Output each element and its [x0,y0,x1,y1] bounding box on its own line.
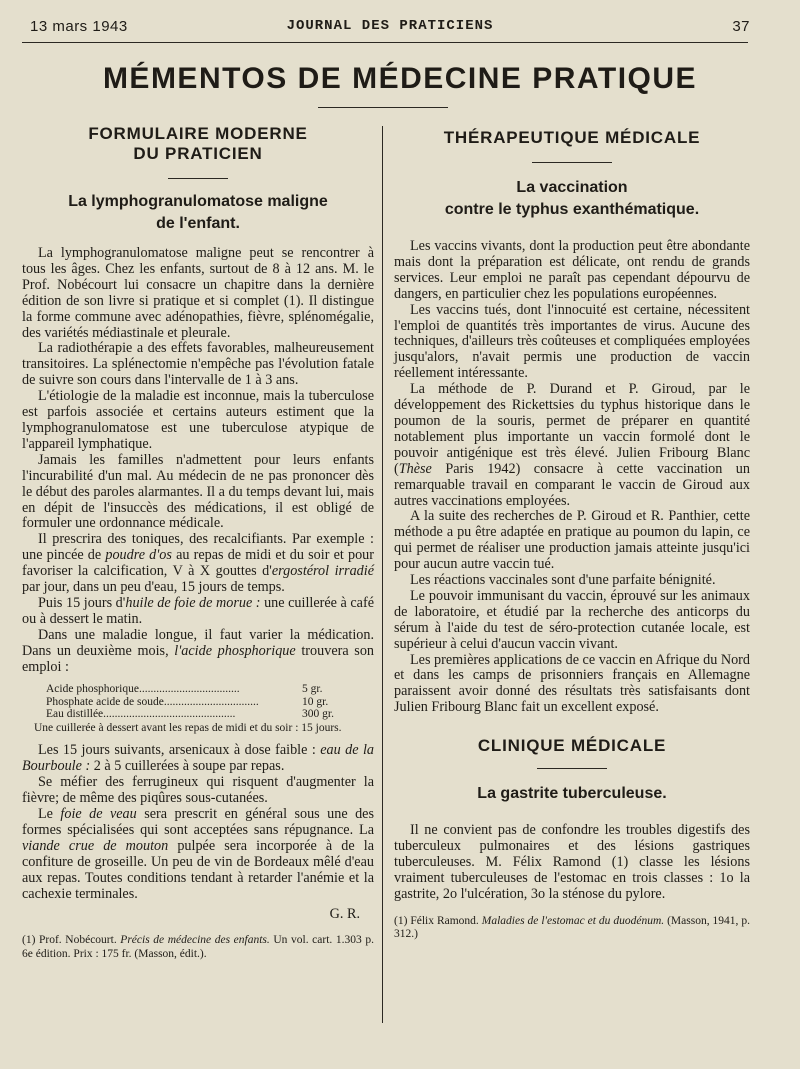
paragraph [394,382,750,509]
paragraph [22,807,374,902]
emphasis: poudre d'os [105,547,172,564]
emphasis: foie de veau [60,806,137,823]
prescription-row [22,708,374,721]
issue-date: 13 mars 1943 [30,18,128,35]
text-run: Un vol. cart. 1.303 p. 6e édition. Prix : 175 fr. (Masson, édit.). [22,934,374,960]
emphasis: ergostérol irradié [271,563,375,580]
running-header [30,16,750,40]
text-run: Les 15 jours suivants, arsenicaux à dose faible : [38,742,321,759]
ingredient-name: Eau distillée [46,708,104,721]
emphasis: huile de foie de morue : [125,594,261,611]
footnote [22,934,374,961]
section-rule [168,178,228,179]
article-title-line-1: La lymphogranulomatose maligne [68,193,328,210]
ingredient-name: Acide phosphorique [46,683,139,696]
article-title-gastrite: La gastrite tuberculeuse. [477,785,667,803]
left-column [22,120,374,961]
paragraph: Les premières applications de ce vaccin en Afrique du Nord et dans les camps de prisonniers français en Allemagne paraissent avoir donné des résultats très satisfaisants dont Julien Fribourg Blanc fait un excellent exposé. [394,651,750,716]
header-rule [22,42,748,43]
text-run: pulpée sera incorporée à de la confiture de groseille. Un peu de vin de Bordeaux mêlé d'eau aux repas. Toutes conditions tendant à retarder l'anémie et la cachexie terminales. [22,837,375,902]
text-run: Puis 15 jours d' [38,594,126,611]
author-signature: G. R. [329,905,360,922]
section-rule [537,768,607,769]
footnote [394,915,750,942]
text-run: une cuillerée à café ou à dessert le matin. [22,594,374,627]
section-title-line-1: FORMULAIRE MODERNE [88,124,308,143]
paragraph [22,743,374,775]
column-divider [382,126,383,1023]
text-run: (Masson, 1941, p. 312.) [394,914,750,941]
article-title-vaccination [394,177,750,221]
paragraph: Le pouvoir immunisant du vaccin, éprouvé sur les animaux de laboratoire, et étudié par la recherche des anticorps du sérum à l'aide du test de séro-protection cutanée locale, est supérieur à celui d'aucun vaccin vivant. [394,587,750,652]
prescription-row [22,696,374,709]
paragraph: Les vaccins tués, dont l'innocuité est certaine, nécessitent l'emploi de quantités très importantes de virus. Aucune des techniques, d'ailleurs très coûteuses et compliquées employées jusqu'alors, n'avait permis une production de vaccin réellement intéressante. [394,301,750,382]
emphasis: eau de la Bourboule : [22,742,374,775]
title-rule [318,107,448,108]
text-run: Dans une maladie longue, il faut varier la médication. Dans un deuxième mois, [22,626,374,659]
paragraph: A la suite des recherches de P. Giroud et R. Panthier, cette méthode a pu être adaptée en pratique au poumon du lapin, ce qui permet de réaliser une production jamais atteinte jusqu'ici pour aucun autre vaccin tué. [394,508,750,573]
text-run: Le [38,806,61,823]
paragraph [22,596,374,628]
text-run: au repas de midi et du soir et pour favoriser la calcification, V à X gouttes d' [22,547,374,580]
page-title: MÉMENTOS DE MÉDECINE PRATIQUE [102,62,698,95]
emphasis: viande crue de mouton [22,837,169,854]
paragraph [22,628,374,676]
paragraph [22,532,374,596]
article-title-line-1: La vaccination [516,179,628,196]
paragraph: Il ne convient pas de confondre les troubles digestifs des tuberculeux pulmonaires et des lésions gastriques tuberculeuses. M. Félix Ramond (1) classe les lésions vraiment tuberculeuses de l'estomac en trois classes : 1o la gastrite, 2o l'ulcération, 3o la sténose du pylore. [394,822,750,902]
section-title-therapeutique: THÉRAPEUTIQUE MÉDICALE [443,128,701,147]
paragraph: Se méfier des ferrugineux qui risquent d'augmenter la fièvre; de même des piqûres sous-cutanées. [22,774,374,807]
ingredient-quantity: 10 gr. [302,695,329,708]
prescription-note: Une cuillerée à dessert avant les repas de midi et du soir : 15 jours. [34,721,342,734]
emphasis: Thèse [398,460,432,477]
ingredient-name: Phosphate acide de soude [46,695,164,708]
section-rule [532,162,612,163]
text-run: sera prescrit en général sous une des formes spécialisées qui sont acceptées sans répugnance. La [22,806,374,838]
leader-dots: ................................. [163,695,259,708]
leader-dots: ................................... [138,683,240,696]
right-column [394,120,750,942]
paragraph: La radiothérapie a des effets favorables, malheureusement transitoires. La splénectomie n'empêche pas l'évolution fatale de suivre son cours dans l'intervalle de 1 à 3 ans. [22,340,374,389]
emphasis: Maladies de l'estomac et du duodénum. [481,914,665,927]
text-run: Paris 1942) consacre à cette vaccination un remarquable travail en comparant le vaccin de Giroud aux autres vaccinations employées. [394,460,750,509]
paragraph: Les vaccins vivants, dont la production peut être abondante mais dont la préparation est délicate, ont rendu de grands services. Leur emploi ne paraît pas cependant dépourvu de dangers, en particulier chez les populations européennes. [394,238,750,302]
ingredient-quantity: 5 gr. [302,683,323,696]
paragraph: L'étiologie de la maladie est inconnue, mais la tuberculose est parfois associée et certains auteurs estiment que la lymphogranulomatose est une tuberculose atypique de l'appareil lymphatique. [22,388,374,452]
section-title-clinique: CLINIQUE MÉDICALE [477,736,667,756]
paragraph: La lymphogranulomatose maligne peut se rencontrer à tous les âges. Chez les enfants, surtout de 8 à 12 ans. M. le Prof. Nobécourt lui consacre un chapitre dans la dernière édition de son livre si pratique et si complet (1). Il distingue la forme commune avec adénopathies, fièvre, splénomégalie, des variétés médiastinale et pleurale. [22,245,374,341]
journal-name: JOURNAL DES PRATICIENS [286,18,494,34]
emphasis: l'acide phosphorique [174,642,296,659]
paragraph: Les réactions vaccinales sont d'une parfaite bénignité. [410,572,716,589]
section-title-line-2: DU PRATICIEN [133,144,263,163]
emphasis: Précis de médecine des enfants. [120,934,270,947]
ingredient-quantity: 300 gr. [302,708,334,721]
article-title-line-2: contre le typhus exanthématique. [444,201,700,218]
text-run: La méthode de P. Durand et P. Giroud, par le développement des Rickettsies du typhus historique dans le poumon de la souris, permet de préparer en quantité notablement plus importante un vaccin formolé dont le pouvoir antigénique est très élevé. Julien Fribourg Blanc ( [394,381,750,477]
text-run: trouvera son emploi : [22,642,375,675]
paragraph: Jamais les familles n'admettent pour leurs enfants l'incurabilité d'un mal. Au médecin de ne pas prononcer dès le début des paroles alarmantes. Il a du temps devant lui, mais en dépit de l'insuccès des médications, il est obligé de formuler une ordonnance médicale. [22,451,374,532]
article-title-lymphogranulomatose [22,191,374,235]
section-title-formulaire [22,124,374,164]
text-run: Il prescrira des toniques, des recalcifiants. Par exemple : une pincée de [22,531,374,564]
leader-dots: .............................................. [103,708,236,721]
text-run: 2 à 5 cuillerées à soupe par repas. [90,758,285,775]
prescription [22,683,374,734]
text-run: (1) Prof. Nobécourt. [22,934,121,947]
page-number: 37 [732,18,750,35]
text-run: (1) Félix Ramond. [394,914,482,927]
prescription-row [22,683,374,696]
text-run: par jour, dans un peu d'eau, 15 jours de temps. [22,579,285,596]
article-title-line-2: de l'enfant. [156,215,240,232]
